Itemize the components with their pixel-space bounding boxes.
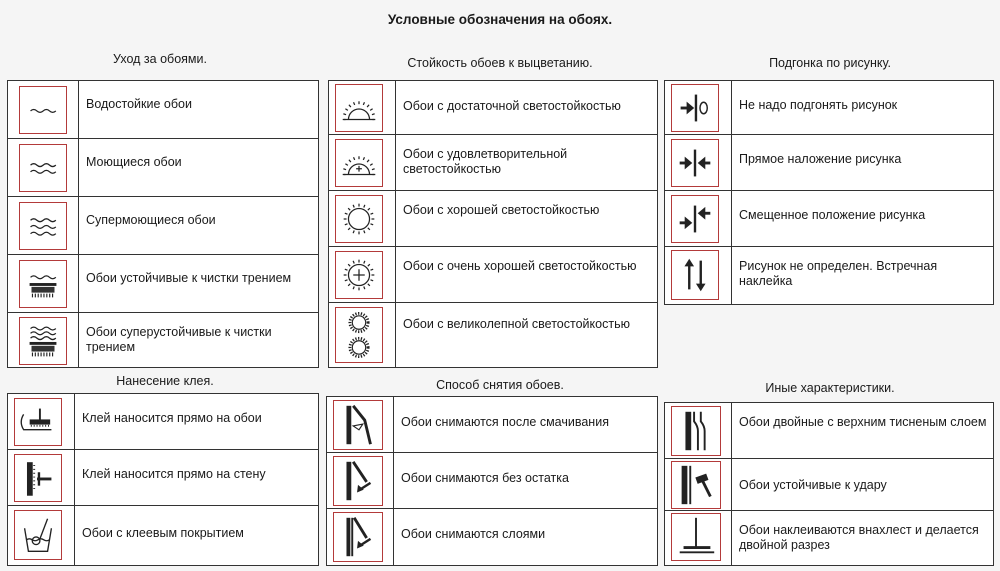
care-table [7, 80, 319, 368]
table-row [8, 255, 318, 313]
other-title: Иные характеристики. [765, 381, 895, 395]
row-text: Обои снимаются слоями [401, 527, 546, 541]
match-table [664, 80, 994, 305]
glue-wall-icon [15, 455, 61, 501]
table-row [327, 397, 657, 453]
row-text: Обои с достаточной светостойкостью [403, 99, 621, 113]
sun-plus-icon [336, 252, 382, 298]
table-row [8, 450, 318, 506]
care-title: Уход за обоями. [113, 52, 207, 66]
row-text: Обои наклеиваются внахлест и делается двойной разрез [739, 523, 979, 552]
removal-table [326, 396, 658, 566]
hammer-icon [672, 462, 720, 508]
table-row [8, 139, 318, 197]
table-row [8, 197, 318, 255]
row-text: Смещенное положение рисунка [739, 208, 926, 222]
row-text: Обои с великолепной светостойкостью [403, 317, 630, 331]
glue-title: Нанесение клея. [116, 374, 214, 388]
row-text: Моющиеся обои [86, 155, 182, 169]
table-row [665, 81, 993, 135]
water-tray-icon [15, 511, 61, 559]
table-row [329, 191, 657, 247]
arrows-straight-icon [672, 140, 718, 186]
overlap-cut-icon [672, 514, 720, 560]
row-text: Обои устойчивые к чистки трением [86, 271, 292, 285]
peel-layers-icon [334, 513, 382, 561]
table-row [8, 506, 318, 565]
table-row [329, 303, 657, 367]
table-row [329, 247, 657, 303]
match-title: Подгонка по рисунку. [769, 56, 891, 70]
peel-clean-icon [334, 457, 382, 505]
table-row [665, 403, 993, 459]
table-row [329, 135, 657, 191]
row-text: Обои с хорошей светостойкостью [403, 203, 600, 217]
row-text: Обои снимаются после смачивания [401, 415, 609, 429]
table-row [665, 511, 993, 565]
page-title: Условные обозначения на обоях. [387, 12, 613, 27]
double-sun-icon [336, 308, 382, 362]
row-text: Не надо подгонять рисунок [739, 98, 898, 112]
wave-brush-icon [20, 261, 66, 307]
double-layer-icon [672, 407, 720, 455]
half-sun-icon [336, 85, 382, 131]
row-text: Обои двойные с верхним тисненым слоем [739, 415, 987, 429]
row-text: Обои устойчивые к удару [739, 478, 887, 492]
arrows-offset-icon [672, 196, 718, 242]
table-row [329, 81, 657, 135]
half-sun-plus-icon [336, 140, 382, 186]
row-text: Рисунок не определен. Встречная наклейка [739, 259, 938, 288]
table-row [8, 394, 318, 450]
table-row [665, 191, 993, 247]
row-text: Супермоющиеся обои [86, 213, 216, 227]
row-text: Прямое наложение рисунка [739, 152, 902, 166]
triple-wave-icon [20, 203, 66, 249]
row-text: Обои суперустойчивые к чистки трением [86, 325, 272, 354]
arrow-zero-icon [672, 85, 718, 131]
triple-wave-brush-icon [20, 318, 66, 364]
table-row [8, 313, 318, 369]
wave-icon [20, 87, 66, 133]
table-row [327, 509, 657, 565]
table-row [327, 453, 657, 509]
row-text: Водостойкие обои [86, 97, 192, 111]
row-text: Обои с удовлетворительной светостойкостью [403, 147, 568, 176]
row-text: Клей наносится прямо на стену [82, 467, 266, 481]
fade-table [328, 80, 658, 368]
row-text: Клей наносится прямо на обои [82, 411, 262, 425]
fade-title: Стойкость обоев к выцветанию. [407, 56, 593, 70]
row-text: Обои с клеевым покрытием [82, 526, 244, 540]
table-row [8, 81, 318, 139]
double-wave-icon [20, 145, 66, 191]
arrows-updown-icon [672, 251, 718, 299]
table-row [665, 247, 993, 304]
sun-icon [336, 196, 382, 242]
row-text: Обои с очень хорошей светостойкостью [403, 259, 637, 273]
peel-wet-icon [334, 401, 382, 449]
other-table [664, 402, 994, 566]
removal-title: Способ снятия обоев. [436, 378, 564, 392]
table-row [665, 459, 993, 511]
glue-roller-icon [15, 399, 61, 445]
glue-table [7, 393, 319, 566]
row-text: Обои снимаются без остатка [401, 471, 569, 485]
table-row [665, 135, 993, 191]
